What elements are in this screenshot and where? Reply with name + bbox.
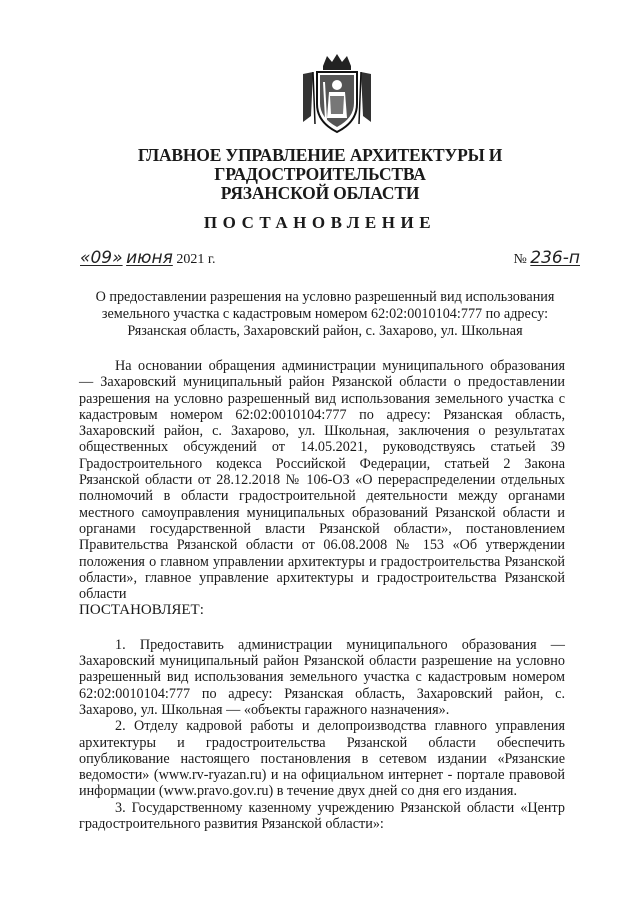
document-number (513, 248, 580, 268)
authority-line-2: РЯЗАНСКОЙ ОБЛАСТИ (220, 183, 420, 203)
document-date (80, 248, 216, 268)
date-number-row (80, 248, 580, 272)
preamble-paragraph: На основании обращения администрации муниципального образования — Захаровский муниципальный район Рязанской области о предоставлении разрешения на условно разрешенный вид использования земельного участка с кадастровым номером 62:02:0010104:777 по адресу: Рязанская область, Захаровский район, с. Захарово, ул. Школьная, заключения о результатах общественных обсуждений от 14.05.2021, руководствуясь статьей 39 Градостроительного кодекса Российской Федерации, статьей 2 Закона Рязанской области от 28.12.2018 № 106-ОЗ «О перераспределении отдельных полномочий в области градостроительной деятельности между органами местного самоуправления муниципальных образований Рязанской области и органами государственной власти Рязанской области», постановлением Правительства Рязанской области от 06.08.2008 № 153 «Об утверждении положения о главном управлении архитектуры и градостроительства Рязанской области», главное управление архитектуры и градостроительства Рязанской области (79, 358, 565, 603)
document-subject: О предоставлении разрешения на условно разрешенный вид использования земельного участка с кадастровым номером 62:02:0010104:777 по адресу: Рязанская область, Захаровский район, с. Захарово, ул. Школьная (95, 289, 555, 339)
coat-of-arms-icon (299, 52, 375, 136)
date-day: «09» (80, 248, 123, 268)
number-prefix: № (513, 252, 527, 267)
authority-line-1: ГЛАВНОЕ УПРАВЛЕНИЕ АРХИТЕКТУРЫ И ГРАДОСТРОИТЕЛЬСТВА (137, 145, 503, 184)
issuing-authority (60, 146, 580, 203)
number-value: 236-п (530, 248, 580, 268)
item-3-paragraph: 3. Государственному казенному учреждению Рязанской области «Центр градостроительного развития Рязанской области»: (79, 799, 565, 833)
document-body (79, 358, 565, 832)
document-type-title: ПОСТАНОВЛЕНИЕ (203, 213, 437, 232)
item-1-paragraph: 1. Предоставить администрации муниципального образования — Захаровский муниципальный район Рязанской области разрешение на условно разрешенный вид использования земельного участка с кадастровым номером 62:02:0010104:777 по адресу: Рязанская область, Захаровский район, с. Захарово, ул. Школьная — «объекты гаражного назначения». (79, 636, 565, 718)
resolves-heading: ПОСТАНОВЛЯЕТ: (79, 602, 204, 619)
item-2-paragraph: 2. Отделу кадровой работы и делопроизводства главного управления архитектуры и градостроительства Рязанской области обеспечить опубликование настоящего постановления в сетевом издании «Рязанские ведомости» (www.rv-ryazan.ru) и на официальном интернет - портале правовой информации (www.pravo.gov.ru) в течение двух дней со дня его издания. (79, 718, 565, 800)
date-month: июня (126, 248, 173, 268)
date-year: 2021 г. (176, 252, 216, 267)
